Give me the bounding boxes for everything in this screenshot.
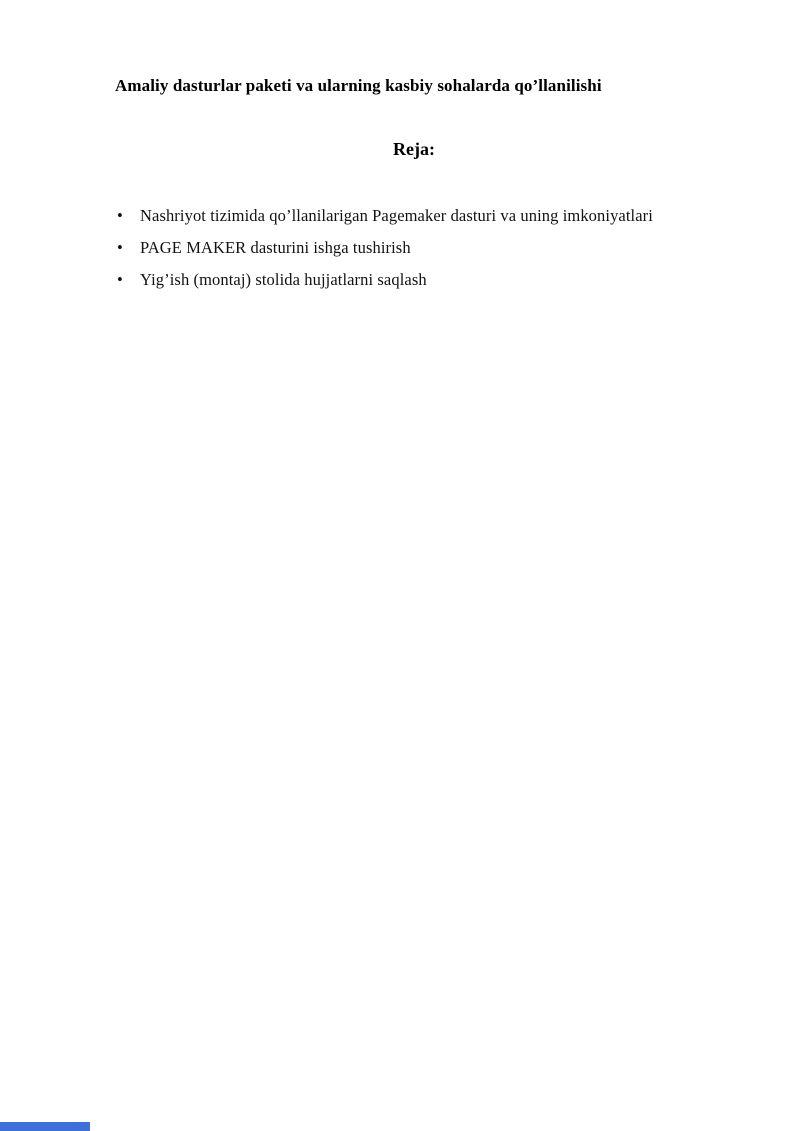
list-item-text: Yig’ish (montaj) stolida hujjatlarni saqlash <box>140 270 427 289</box>
list-item-text: Nashriyot tizimida qo’llanilarigan Pagemaker dasturi va uning imkoniyatlari <box>140 206 653 225</box>
list-item-text: PAGE MAKER dasturini ishga tushirish <box>140 238 411 257</box>
plan-list <box>115 200 755 296</box>
plan-heading: Reja: <box>393 139 435 159</box>
progress-bar-fragment <box>0 1122 90 1131</box>
document-title: Amaliy dasturlar paketi va ularning kasbiy sohalarda qo’llanilishi <box>115 76 602 95</box>
list-item <box>115 200 755 232</box>
list-item <box>115 264 755 296</box>
list-item <box>115 232 755 264</box>
